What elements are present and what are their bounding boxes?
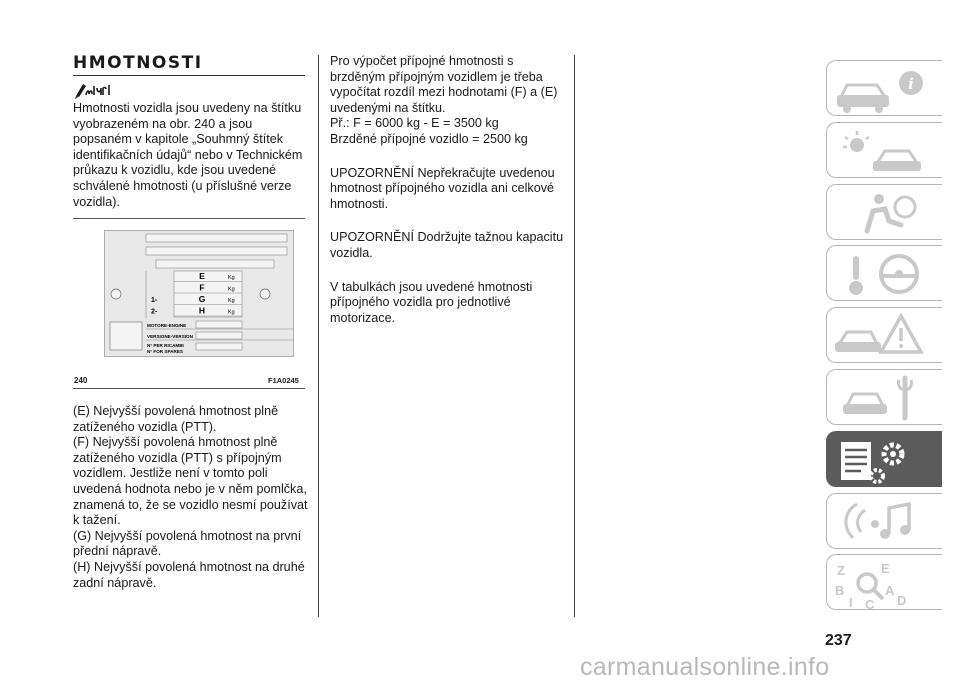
plate-label-spares-1: N° PER RICAMBI [147, 343, 184, 348]
figure-bottom-divider [73, 388, 305, 389]
plate-row-unit: Kg [228, 309, 235, 316]
description-h: (H) Nejvyšší povolená hmotnost na druhé zadní nápravě. [73, 559, 305, 590]
chapter-tab-key-steering[interactable] [826, 245, 942, 301]
example-line-1: Př.: F = 6000 kg - E = 3500 kg [330, 116, 499, 131]
plate-row-unit: Kg [228, 275, 235, 281]
chapter-tab-service-tools[interactable] [826, 369, 942, 425]
weights-plate-figure [104, 230, 294, 357]
chapter-tab-airbag-seat[interactable] [826, 184, 942, 240]
plate-row-letter: G [198, 294, 206, 304]
figure-code: F1A0245 [268, 376, 299, 385]
svg-text:Z: Z [837, 563, 845, 579]
watermark: carmanualsonline.info [580, 653, 830, 681]
warning-towing-capacity: UPOZORNĚNÍ Dodržujte tažnou kapacitu vozidla. [330, 230, 564, 260]
plate-row-unit: Kg [228, 298, 235, 304]
svg-text:A: A [885, 583, 895, 599]
figure-top-divider [73, 218, 305, 219]
svg-text:D: D [897, 593, 907, 609]
chapter-tab-multimedia[interactable] [826, 493, 942, 549]
index-search-icon [827, 555, 943, 611]
chapter-tab-car-warning[interactable] [826, 307, 942, 363]
service-tools-icon [827, 370, 943, 426]
intro-paragraph: Hmotnosti vozidla jsou uvedeny na štítku vyobrazeném na obr. 240 a jsou popsaném v kapitole „Souhmný štítek identifikačních údajů“ nebo v Technickém průkazu k vozidlu, kde jsou uvedené schválené hmotnosti (u příslušné verze vozidla). [73, 101, 303, 209]
plate-label-engine: MOTORE-ENGINE [147, 323, 187, 328]
chapter-tab-car-info[interactable] [826, 60, 942, 116]
description-g: (G) Nejvyšší povolená hmotnost na první přední nápravě. [73, 528, 302, 559]
note-pen-icon [73, 80, 123, 100]
airbag-seat-icon [827, 185, 943, 241]
key-steering-icon [827, 246, 943, 302]
plate-row-letter: F [199, 282, 205, 293]
chapter-tab-technical-data[interactable] [826, 431, 942, 487]
plate-row-letter: E [199, 271, 205, 281]
chapter-tab-index-search[interactable] [826, 554, 942, 610]
title-divider [73, 75, 305, 76]
column-divider-1 [318, 55, 319, 617]
chapter-tab-dashboard-lights[interactable] [826, 122, 942, 178]
multimedia-icon [827, 494, 943, 550]
plate-row-prefix: 1- [151, 297, 158, 304]
plate-row-prefix: 2- [151, 308, 158, 316]
example-line-2: Brzděné přípojné vozidlo = 2500 kg [330, 131, 528, 146]
svg-text:i: i [908, 75, 914, 93]
plate-label-spares-2: N° FOR SPARES [147, 349, 183, 354]
description-e: (E) Nejvyšší povolená hmotnost plně zatíženého vozidla (PTT). [73, 404, 279, 434]
svg-text:B: B [835, 583, 845, 599]
technical-data-icon [827, 432, 943, 488]
weight-descriptions [73, 404, 309, 591]
table-note: V tabulkách jsou uvedené hmotnosti přípojného vozidla pro jednotlivé motorizace. [330, 279, 533, 325]
page-number: 237 [825, 632, 852, 649]
dashboard-lights-icon [827, 123, 943, 179]
plate-label-version: VERSIONE-VERSION [147, 334, 193, 339]
svg-text:C: C [865, 597, 875, 612]
calc-intro: Pro výpočet přípojné hmotnosti s brzděným přípojným vozidlem je třeba vypočítat rozdíl mezi hodnotami (F) a (E) uvedenými na štítku. [330, 54, 558, 115]
column-divider-2 [574, 55, 575, 617]
plate-row-letter: H [198, 305, 206, 316]
warning-trailer-weight: UPOZORNĚNÍ Nepřekračujte uvedenou hmotnost přípojného vozidla ani celkové hmotnosti. [330, 165, 555, 211]
svg-text:E: E [881, 561, 890, 577]
car-warning-icon [827, 308, 943, 364]
car-info-icon [827, 61, 943, 117]
svg-text:I: I [849, 595, 853, 611]
plate-row-unit: Kg [228, 286, 235, 293]
section-title: HMOTNOSTI [73, 53, 203, 73]
figure-number: 240 [74, 376, 88, 385]
description-f: (F) Nejvyšší povolená hmotnost plně zatíženého vozidla (PTT) s přípojným vozidlem. Jestliže není v tomto poli uvedená hodnota nebo je v něm pomlčka, znamená to, že se vozidlo nesmí používat k tažení. [73, 435, 308, 528]
content-column-2 [330, 54, 570, 326]
